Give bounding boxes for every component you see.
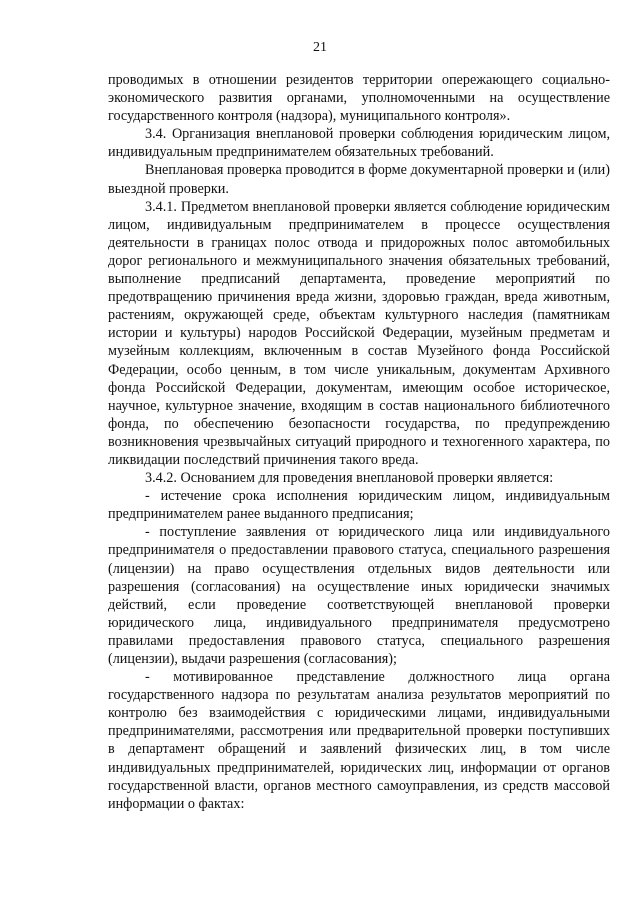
paragraph-3-4: 3.4. Организация внеплановой проверки соблюдения юридическим лицом, индивидуальным предпринимателем обязательных требований. [108,126,610,161]
page-body [108,71,610,813]
list-item-motivated-submission: - мотивированное представление должностного лица органа государственного надзора по результатам анализа результатов мероприятий по контролю без взаимодействия с юридическими лицами, индивидуальными предпринимателями, рассмотрения или предварительной проверки поступивших в департамент обращений и заявлений физических лиц, в том числе индивидуальных предпринимателей, юридических лиц, информации от органов государственной власти, органов местного самоуправления, из средств массовой информации о фактах: [108,669,610,812]
paragraph-inspection-form: Внеплановая проверка проводится в форме документарной проверки и (или) выездной проверки. [108,162,610,197]
list-item-application-received: - поступление заявления от юридического лица или индивидуального предпринимателя о предоставлении правового статуса, специального разрешения (лицензии) на право осуществления отдельных видов деятельности или разрешения (согласования) на осуществление иных юридически значимых действий, если проведение соответствующей внеплановой проверки юридического лица, индивидуального предпринимателя предусмотрено правилами предоставления правового статуса, специального разрешения (лицензии), выдачи разрешения (согласования); [108,524,610,667]
paragraph-3-4-1: 3.4.1. Предметом внеплановой проверки является соблюдение юридическим лицом, индивидуальным предпринимателем в процессе осуществления деятельности в границах полос отвода и придорожных полос автомобильных дорог регионального и межмуниципального значения обязательных требований, выполнение предписаний департамента, проведение мероприятий по предотвращению причинения вреда жизни, здоровью граждан, вреда животным, растениям, окружающей среде, объектам культурного наследия (памятникам истории и культуры) народов Российской Федерации, музейным предметам и музейным коллекциям, включенным в состав Музейного фонда Российской Федерации, особо ценным, в том числе уникальным, документам Архивного фонда Российской Федерации, документам, имеющим особое историческое, научное, культурное значение, входящим в состав национального библиотечного фонда, по обеспечению безопасности государства, по предупреждению возникновения чрезвычайных ситуаций природного и техногенного характера, по ликвидации последствий причинения такого вреда. [108,198,610,468]
list-item-deadline-expiry: - истечение срока исполнения юридическим лицом, индивидуальным предпринимателем ранее выданного предписания; [108,488,610,523]
paragraph-3-4-2: 3.4.2. Основанием для проведения внеплановой проверки является: [145,470,554,487]
page-number: 21 [313,40,327,55]
paragraph-continuation: проводимых в отношении резидентов территории опережающего социально-экономического развития органами, уполномоченными на осуществление государственного контроля (надзора), муниципального контроля». [108,72,610,125]
